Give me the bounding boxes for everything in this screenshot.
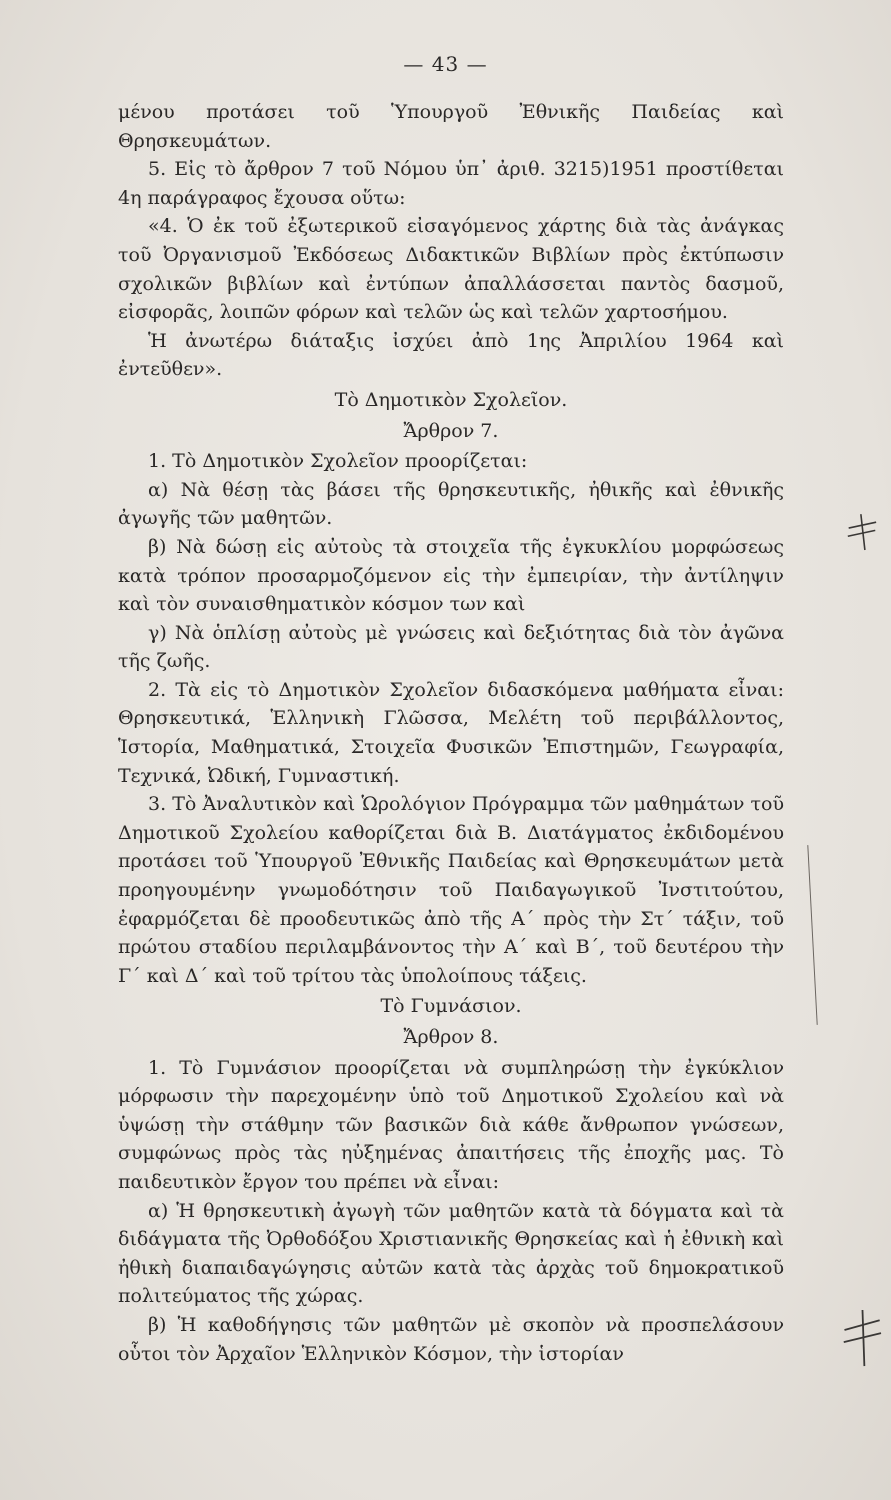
margin-pencil-line: [807, 845, 817, 1025]
section-title: Τὸ Δημοτικὸν Σχολεῖον.: [334, 388, 568, 411]
paragraph: 1. Τὸ Δημοτικὸν Σχολεῖον προορίζεται:: [148, 450, 528, 473]
margin-annotation-mark: [838, 1306, 889, 1381]
paragraph: 5. Εἰς τὸ ἄρθρον 7 τοῦ Νόμου ὑπ᾽ ἀριθ. 3215)1951 προστίθεται 4η παράγραφος ἔχουσα οὕτω:: [118, 158, 784, 209]
paragraph: β) Ἡ καθοδήγησις τῶν μαθητῶν μὲ σκοπὸν νὰ προσπελάσουν οὗτοι τὸν Ἀρχαῖον Ἑλληνικὸν Κόσμον, τὴν ἱστορίαν: [118, 1313, 784, 1365]
article-heading: Ἄρθρον 7.: [403, 419, 499, 442]
page-number: — 43 —: [403, 52, 488, 76]
paragraph: α) Ἡ θρησκευτικὴ ἀγωγὴ τῶν μαθητῶν κατὰ τὰ δόγματα καὶ τὰ διδάγματα τῆς Ὀρθοδόξου Χριστιανικῆς Θρησκείας καὶ ἡ ἐθνικὴ καὶ ἠθικὴ διαπαιδαγώγησις αὐτῶν κατὰ τὰς ἀρχὰς τοῦ δημοκρατικοῦ πολιτεύματος τῆς χώρας.: [118, 1199, 784, 1308]
margin-annotation-mark: [843, 510, 885, 564]
paragraph: 2. Τὰ εἰς τὸ Δημοτικὸν Σχολεῖον διδασκόμενα μαθήματα εἶναι: Θρησκευτικά, Ἑλληνικὴ Γλῶσσα, Μελέτη τοῦ περιβάλλοντος, Ἱστορία, Μαθηματικά, Στοιχεῖα Φυσικῶν Ἐπιστημῶν, Γεωγραφία, Τεχνικά, Ὠδική, Γυμναστική.: [118, 678, 784, 787]
paragraph: 3. Τὸ Ἀναλυτικὸν καὶ Ὡρολόγιον Πρόγραμμα τῶν μαθημάτων τοῦ Δημοτικοῦ Σχολείου καθορίζεται διὰ Β. Διατάγματος ἐκδιδομένου προτάσει τοῦ Ὑπουργοῦ Ἐθνικῆς Παιδείας καὶ Θρησκευμάτων μετὰ προηγουμένην γνωμοδότησιν τοῦ Παιδαγωγικοῦ Ἰνστιτούτου, ἐφαρμόζεται δὲ προοδευτικῶς ἀπὸ τῆς Α΄ πρὸς τὴν Στ΄ τάξιν, τοῦ πρώτου σταδίου περιλαμβάνοντος τὴν Α΄ καὶ Β΄, τοῦ δευτέρου τὴν Γ΄ καὶ Δ΄ καὶ τοῦ τρίτου τὰς ὑπολοίπους τάξεις.: [118, 793, 784, 987]
paragraph: μένου προτάσει τοῦ Ὑπουργοῦ Ἐθνικῆς Παιδείας καὶ Θρησκευμάτων.: [118, 101, 784, 152]
paragraph: β) Νὰ δώσῃ εἰς αὐτοὺς τὰ στοιχεῖα τῆς ἐγκυκλίου μορφώσεως κατὰ τρόπον προσαρμοζόμενον εἰς τὴν ἐμπειρίαν, τὴν ἀντίληψιν καὶ τὸν συναισθηματικὸν κόσμον των καὶ: [118, 535, 784, 616]
paragraph: γ) Νὰ ὁπλίσῃ αὐτοὺς μὲ γνώσεις καὶ δεξιότητας διὰ τὸν ἀγῶνα τῆς ζωῆς.: [118, 621, 784, 673]
body-text: [118, 98, 784, 1368]
paragraph: Ἡ ἀνωτέρω διάταξις ἰσχύει ἀπὸ 1ης Ἀπριλίου 1964 καὶ ἐντεῦθεν».: [118, 329, 784, 381]
paragraph: «4. Ὁ ἐκ τοῦ ἐξωτερικοῦ εἰσαγόμενος χάρτης διὰ τὰς ἀνάγκας τοῦ Ὀργανισμοῦ Ἐκδόσεως Διδακτικῶν Βιβλίων πρὸς ἐκτύπωσιν σχολικῶν βιβλίων καὶ ἐντύπων ἀπαλλάσσεται παντὸς δασμοῦ, εἰσφορᾶς, λοιπῶν φόρων καὶ τελῶν ὡς καὶ τελῶν χαρτοσήμου.: [118, 215, 784, 324]
section-title: Τὸ Γυμνάσιον.: [380, 995, 522, 1018]
paragraph: 1. Τὸ Γυμνάσιον προορίζεται νὰ συμπληρώσῃ τὴν ἐγκύκλιον μόρφωσιν τὴν παρεχομένην ὑπὸ τοῦ Δημοτικοῦ Σχολείου καὶ νὰ ὑψώσῃ τὴν στάθμην τῶν βασικῶν διὰ κάθε ἄνθρωπον γνώσεων, συμφώνως πρὸς τὰς ηὐξημένας ἀπαιτήσεις τῆς ἐποχῆς μας. Τὸ παιδευτικὸν ἔργον του πρέπει νὰ εἶναι:: [118, 1056, 784, 1193]
article-heading: Ἄρθρον 8.: [403, 1026, 499, 1048]
paragraph: α) Νὰ θέσῃ τὰς βάσει τῆς θρησκευτικῆς, ἠθικῆς καὶ ἐθνικῆς ἀγωγῆς τῶν μαθητῶν.: [118, 478, 784, 530]
